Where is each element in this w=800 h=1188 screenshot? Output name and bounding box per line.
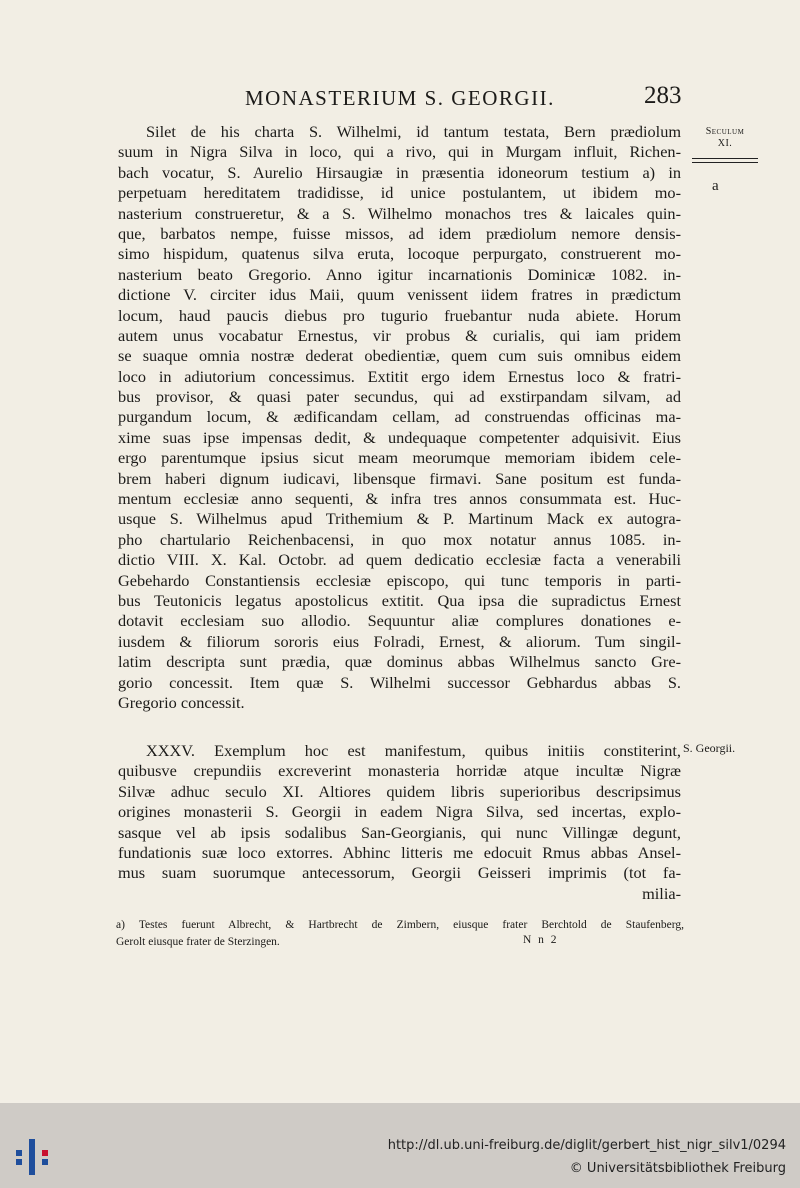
text-line: autem unus vocabatur Ernestus, vir probus & curialis, qui iam pridem [118, 325, 681, 345]
margin-seculum-value: XI. [717, 138, 733, 149]
text-line: Gebehardo Constantiensis ecclesiæ episcopo, qui tunc temporis in parti- [118, 570, 681, 590]
margin-rule-bottom [692, 162, 758, 163]
text-line: ergo parentumque ipsius sicut meam meorumque memoriam ibidem cele- [118, 448, 681, 468]
text-line: dotavit ecclesiam suo allodio. Sequuntur aliæ complures donationes e- [118, 611, 681, 631]
text-line: simo hispidum, quatenus silva eruta, locoque perpurgato, construerent mo- [118, 244, 681, 264]
text-line: nasterium construeretur, & a S. Wilhelmo monachos tres & laicales quin- [118, 203, 681, 223]
text-line: brem haberi dignum iudicavi, libensque firmavi. Sane positum est funda- [118, 468, 681, 488]
margin-seculum-label: Seculum [705, 126, 745, 137]
text-line: se suaque omnia nostræ dederat obedientiæ, quem cum suis omnibus eidem [118, 346, 681, 366]
text-line: dictio VIII. X. Kal. Octobr. ad quem dedicatio ecclesiæ facta a venerabili [118, 550, 681, 570]
text-line: mentum ecclesiæ anno sequenti, & infra tres annos consummata est. Huc- [118, 489, 681, 509]
text-line: bach vocatur, S. Aurelio Hirsaugiæ in præsentia idoneorum testium a) in [118, 162, 681, 182]
text-line: sasque vel ab ipsis sodalibus San-Georgianis, qui nunc Villingæ degunt, [118, 822, 681, 842]
page-title: MONASTERIUM S. GEORGII. [245, 86, 555, 110]
text-line: xime suas ipse impensas dedit, & undequaque competenter adquisivit. Eius [118, 427, 681, 447]
copyright-credit: © Universitätsbibliothek Freiburg [569, 1161, 786, 1176]
source-url[interactable]: http://dl.ub.uni-freiburg.de/diglit/gerbert_hist_nigr_silv1/0294 [387, 1138, 786, 1153]
text-line: a) Testes fuerunt Albrecht, & Hartbrecht de Zimbern, eiusque frater Berchtold de Staufenberg, [116, 919, 684, 931]
text-line: loco in adiutorium concessimus. Extitit ergo idem Ernestus loco & fratri- [118, 366, 681, 386]
text-line: mus suam suorumque antecessorum, Georgii Geisseri imprimis (tot fa- [118, 863, 681, 883]
text-line: Silet de his charta S. Wilhelmi, id tantum testata, Bern prædiolum [146, 122, 681, 141]
text-line: Gregorio concessit. [118, 692, 245, 712]
text-line: quibusve crepundiis excreverint monasteria horridæ atque incultæ Nigræ [118, 761, 681, 781]
text-line: purgandum locum, & ædificandam cellam, ad construendas officinas ma- [118, 407, 681, 427]
text-line: usque S. Wilhelmus apud Trithemium & P. Martinum Mack ex autogra- [118, 509, 681, 529]
text-line: dictione V. circiter idus Maii, quum venissent iidem fratres in prædictum [118, 285, 681, 305]
text-line: Gerolt eiusque frater de Sterzingen. [116, 936, 280, 948]
text-line: nasterium beato Gregorio. Anno igitur incarnationis Dominicæ 1082. in- [118, 264, 681, 284]
signature-mark: N n 2 [523, 934, 559, 946]
page-number: 283 [644, 82, 682, 109]
text-line: Silvæ adhuc seculo XI. Altiores quidem libris superioribus descripsimus [118, 781, 681, 801]
text-line: que, barbatos nempe, fuisse missos, ad idem prædiolum nemore densis- [118, 223, 681, 243]
text-line: perpetuam hereditatem tradidisse, id unice postulantem, ut ibidem mo- [118, 183, 681, 203]
margin-seculum [693, 126, 757, 150]
text-line: XXXV. Exemplum hoc est manifestum, quibus initiis constiterint, [146, 741, 681, 760]
margin-note-georgii: S. Georgii. [683, 741, 736, 755]
text-line: bus Teutonicis legatus apostolicus extitit. Qua ipsa die supradictus Ernest [118, 590, 681, 610]
text-line: suum in Nigra Silva in loco, qui a rivo, qui in Murgam influit, Richen- [118, 142, 681, 162]
text-line: milia- [642, 883, 681, 903]
paragraph-1 [118, 122, 681, 713]
text-line: latim descripta sunt prædia, quæ dominus abbas Wilhelmus sancto Gre- [118, 652, 681, 672]
text-line: origines monasterii S. Georgii in eadem Nigra Silva, sed incertas, explo- [118, 802, 681, 822]
margin-footnote-ref: a [712, 178, 719, 194]
text-line: iusdem & filiorum sororis eius Folradi, Ernest, & aliorum. Tum singil- [118, 631, 681, 651]
text-line: locum, haud paucis diebus pro tugurio fruebantur nuda abiete. Horum [118, 305, 681, 325]
text-line: pho chartulario Reichenbacensi, in quo mox notatur annus 1085. in- [118, 529, 681, 549]
text-line: fundationis suæ loco extorres. Abhinc litteris me edocuit Rmus abbas Ansel- [118, 842, 681, 862]
margin-rule-top [692, 158, 758, 159]
text-line: gorio concessit. Item quæ S. Wilhelmi successor Gebhardus abbas S. [118, 672, 681, 692]
ub-freiburg-logo-icon [13, 1137, 53, 1177]
text-line: bus provisor, & quasi pater secundus, qui ad exstirpandam silvam, ad [118, 387, 681, 407]
paragraph-2 [118, 741, 681, 904]
footnote [116, 917, 684, 951]
